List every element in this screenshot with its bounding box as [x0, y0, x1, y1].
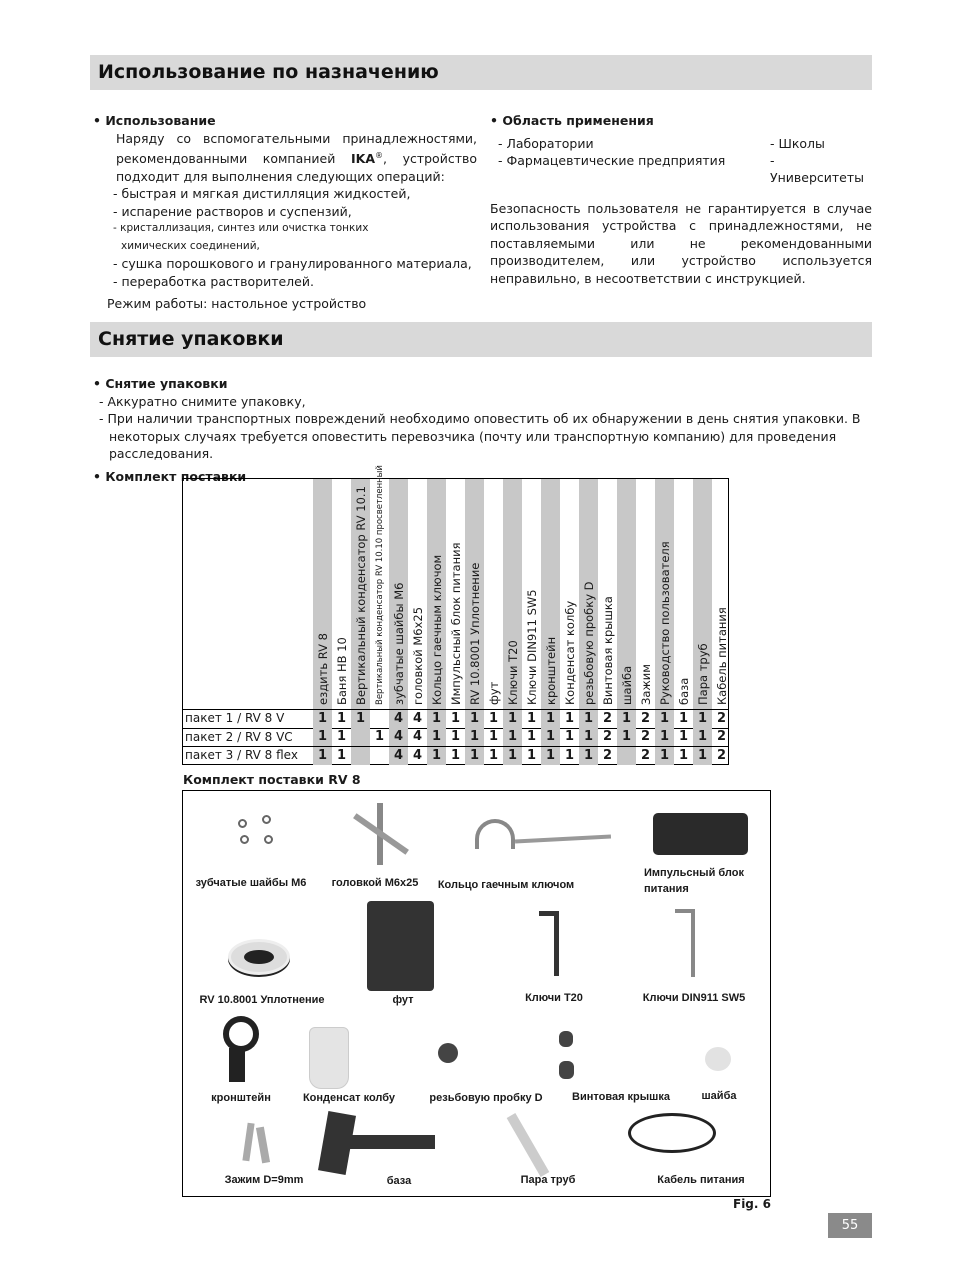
- table-cell: 2: [716, 729, 727, 744]
- figure-caption: Fig. 6: [733, 1197, 771, 1211]
- area-item: - Фармацевтические предприятия: [498, 152, 726, 168]
- column-header-label: резьбовую пробку D: [581, 581, 596, 705]
- table-cell: 1: [427, 747, 446, 765]
- column-header: [351, 479, 370, 709]
- column-header: [541, 479, 560, 709]
- table-cell: 2: [716, 710, 727, 726]
- tube-pair-image: [507, 1113, 550, 1177]
- column-header: [522, 479, 541, 709]
- use-item: - быстрая и мягкая дистилляция жидкостей,: [113, 186, 411, 202]
- table-cell: 1: [336, 729, 347, 744]
- table-cell: 4: [412, 747, 423, 763]
- clamp-image: [243, 1123, 273, 1163]
- table-cell: 1: [617, 728, 636, 746]
- area-item: - Школы: [770, 135, 825, 151]
- use-intro: Наряду со вспомогательными принадлежностями, рекомендованными компанией IKA®, устройство подходит для выполнения следующих операций:: [116, 130, 477, 184]
- table-cell: 1: [313, 728, 332, 746]
- table-cell: 1: [427, 710, 446, 728]
- unpack-block: • Снятие упаковки - Аккуратно снимите упаковку, - При наличии транспортных повреждений необходимо оповестить об их обнаружении в день снятия упаковки. В некоторых случаях требуется оповестить перевозчика (почту или транспортную компанию) для проведения расследования. • Комплект поставки: [93, 375, 873, 485]
- photo-label: питания: [644, 883, 689, 895]
- screw-cap-image: [559, 1031, 575, 1081]
- column-header-label: RV 10.8001 Уплотнение: [467, 562, 482, 705]
- table-cell: 1: [488, 729, 499, 744]
- bracket-image: [223, 1016, 263, 1084]
- power-cable-image: [628, 1113, 716, 1153]
- photo-label: шайба: [701, 1090, 737, 1102]
- table-cell: 4: [412, 710, 423, 726]
- photo-label: зубчатые шайбы M6: [195, 877, 307, 889]
- column-header: [446, 479, 465, 709]
- area-block: • Область применения - Лаборатории - Школы - Фармацевтические предприятия - Университеты Безопасность пользователя не гарантируется в случае использования устройства с принадлежностями, не поставляемыми или не рекомендованными производителем, или устройство используется неправильно, в несоответствии с инструкцией.: [490, 113, 872, 286]
- photo-label: Зажим D=9mm: [224, 1174, 304, 1186]
- table-cell: 1: [655, 728, 674, 746]
- photo-label: головкой M6x25: [331, 877, 419, 889]
- table-cell: 1: [655, 747, 674, 765]
- table-cell: 1: [526, 710, 537, 726]
- table-cell: 1: [579, 728, 598, 746]
- column-header: [484, 479, 503, 709]
- brand-ika: IKA: [350, 151, 375, 167]
- safety-note: Безопасность пользователя не гарантируется в случае использования устройства с принадлежностями, не поставляемыми или не рекомендованными производителем, или устройство используется неправильно, в несоответствии с инструкцией.: [490, 200, 872, 286]
- column-header-label: Винтовая крышка: [600, 596, 615, 705]
- table-cell: 2: [640, 729, 651, 744]
- table-cell: 1: [488, 747, 499, 763]
- column-header: [465, 479, 484, 709]
- table-cell: [617, 747, 636, 765]
- column-header: [712, 479, 731, 709]
- column-header: [408, 479, 427, 709]
- use-item: - переработка растворителей.: [113, 273, 314, 289]
- table-cell: 1: [541, 710, 560, 728]
- column-header-label: Вертикальный конденсатор RV 10.10 просветленный: [374, 465, 385, 705]
- column-header-label: зубчатые шайбы M6: [391, 582, 406, 705]
- table-cell: 1: [427, 728, 446, 746]
- column-header-label: головкой M6x25: [410, 606, 425, 705]
- column-header: [617, 479, 636, 709]
- column-header: [427, 479, 446, 709]
- table-cell: 1: [678, 710, 689, 726]
- washers-image: [238, 813, 278, 849]
- column-header: [389, 479, 408, 709]
- table-cell: 1: [526, 729, 537, 744]
- scope-table: [182, 465, 729, 765]
- column-header: [560, 479, 579, 709]
- column-header-label: Баня HB 10: [334, 637, 349, 705]
- table-cell: 1: [564, 729, 575, 744]
- area-item: - Лаборатории: [498, 135, 594, 151]
- row-label: пакет 3 / RV 8 flex: [185, 748, 298, 762]
- table-cell: 1: [465, 728, 484, 746]
- column-header: [332, 479, 351, 709]
- use-item: - испарение растворов и суспензий,: [113, 203, 352, 219]
- column-header-label: кронштейн: [543, 636, 558, 705]
- din911-key-image: [675, 909, 695, 977]
- scope-heading: Комплект поставки: [105, 468, 247, 484]
- washer-image: [705, 1047, 731, 1071]
- column-header-label: Пара труб: [695, 643, 710, 705]
- photo-label: Ключи T20: [525, 992, 583, 1004]
- table-cell: 1: [336, 747, 347, 763]
- table-cell: 1: [465, 747, 484, 765]
- section-heading-intended-use: Использование по назначению: [90, 55, 872, 90]
- condensate-flask-image: [309, 1027, 349, 1089]
- table-cell: 2: [640, 710, 651, 726]
- table-cell: 2: [716, 747, 727, 763]
- table-cell: 1: [503, 747, 522, 765]
- column-header-label: Кольцо гаечным ключом: [429, 554, 444, 705]
- photo-label: Конденсат колбу: [302, 1092, 396, 1104]
- table-cell: 4: [412, 729, 423, 744]
- table-cell: 1: [336, 710, 347, 726]
- power-supply-image: [653, 813, 748, 855]
- use-heading: Использование: [105, 113, 216, 128]
- table-cell: 1: [678, 747, 689, 763]
- column-header-label: Кабель питания: [714, 607, 729, 705]
- table-cell: 2: [602, 729, 613, 744]
- table-cell: 1: [541, 728, 560, 746]
- photo-label: Ключи DIN911 SW5: [642, 992, 746, 1004]
- table-cell: 4: [389, 747, 408, 765]
- table-cell: 2: [602, 747, 613, 763]
- threaded-plug-image: [438, 1043, 458, 1063]
- unpack-item: - Аккуратно снимите упаковку,: [99, 393, 306, 409]
- column-header-label: Руководство пользователя: [657, 541, 672, 705]
- photo-label: Импульсный блок: [644, 867, 744, 879]
- column-header-label: шайба: [619, 665, 634, 705]
- use-item: - сушка порошкового и гранулированного материала,: [113, 256, 472, 272]
- photo-label: кронштейн: [211, 1092, 271, 1104]
- base-image: [323, 1113, 438, 1173]
- ring-spanner-image: [475, 819, 615, 849]
- section-heading-unpacking: Снятие упаковки: [90, 322, 872, 357]
- column-header: [693, 479, 712, 709]
- seal-image: [228, 939, 290, 975]
- table-cell: 1: [450, 729, 461, 744]
- photo-label: фут: [392, 994, 414, 1006]
- figure-scope-photos: [182, 790, 771, 1197]
- table-cell: 1: [579, 747, 598, 765]
- column-header-label: Ключи DIN911 SW5: [524, 589, 539, 705]
- column-header: [503, 479, 522, 709]
- photo-label: Винтовая крышка: [572, 1091, 670, 1103]
- column-header: [313, 479, 332, 709]
- photo-label: RV 10.8001 Уплотнение: [199, 994, 325, 1006]
- column-header-label: Импульсный блок питания: [448, 542, 463, 705]
- column-header: [370, 465, 389, 709]
- table-cell: 1: [579, 710, 598, 728]
- table-cell: 1: [503, 728, 522, 746]
- unpack-item: - При наличии транспортных повреждений необходимо оповестить об их обнаружении в день снятия упаковки. В некоторых случаях требуется оповестить перевозчика (почту или транспортную компанию) для проведения расследования.: [99, 411, 861, 461]
- table-cell: 1: [617, 710, 636, 728]
- photo-label: база: [386, 1175, 412, 1187]
- figure-title: Комплект поставки RV 8: [183, 772, 361, 787]
- table-cell: 1: [655, 710, 674, 728]
- use-item: - кристаллизация, синтез или очистка тонких химических соединений,: [113, 222, 369, 252]
- page-number: 55: [828, 1213, 872, 1238]
- table-cell: 4: [389, 728, 408, 746]
- table-cell: 1: [450, 710, 461, 726]
- table-cell: 1: [678, 729, 689, 744]
- photo-label: Пара труб: [520, 1174, 576, 1186]
- table-cell: 1: [351, 710, 370, 728]
- column-header-label: ездить RV 8: [315, 633, 330, 705]
- table-cell: [370, 710, 389, 728]
- table-cell: 1: [465, 710, 484, 728]
- photo-label: Кольцо гаечным ключом: [437, 879, 575, 891]
- table-cell: 1: [488, 710, 499, 726]
- photo-label: резьбовую пробку D: [429, 1092, 543, 1104]
- table-cell: 1: [541, 747, 560, 765]
- table-cell: 1: [503, 710, 522, 728]
- table-cell: [370, 747, 389, 765]
- area-heading: Область применения: [502, 113, 654, 128]
- table-cell: 1: [693, 747, 712, 765]
- column-header-label: Конденсат колбу: [562, 600, 577, 705]
- column-header: [579, 479, 598, 709]
- column-header-label: фут: [486, 681, 501, 705]
- socket-wrench-image: [353, 803, 409, 865]
- column-header: [655, 479, 674, 709]
- column-header: [598, 479, 617, 709]
- column-header-label: база: [676, 677, 691, 705]
- table-cell: 1: [564, 747, 575, 763]
- photo-label: Кабель питания: [657, 1174, 745, 1186]
- table-cell: 2: [640, 747, 651, 763]
- table-cell: 2: [602, 710, 613, 726]
- table-cell: 1: [693, 728, 712, 746]
- area-item: - Университеты: [770, 152, 865, 185]
- table-cell: 1: [693, 710, 712, 728]
- column-header-label: Ключи T20: [505, 640, 520, 705]
- table-cell: 1: [526, 747, 537, 763]
- foot-image: [367, 901, 434, 991]
- column-header-label: Вертикальный конденсатор RV 10.1: [353, 486, 368, 705]
- operating-mode: Режим работы: настольное устройство: [107, 296, 367, 312]
- column-header: [636, 479, 655, 709]
- table-cell: [351, 728, 370, 746]
- table-cell: [351, 747, 370, 765]
- unpack-heading: Снятие упаковки: [105, 376, 228, 391]
- use-block: • Использование Наряду со вспомогательными принадлежностями, рекомендованными компанией IKA®, устройство подходит для выполнения следующих операций: - быстрая и мягкая дистилляция жидкостей, - испарение растворов и суспензий, - кристаллизация, синтез или очистка тонких химических соединений, - сушка порошкового и гранулированного материала, - переработка растворителей. Режим работы: настольное устройство: [93, 113, 477, 312]
- column-header: [674, 479, 693, 709]
- row-label: пакет 1 / RV 8 V: [185, 711, 285, 725]
- table-cell: 1: [564, 710, 575, 726]
- table-cell: 1: [313, 710, 332, 728]
- table-cell: 1: [313, 747, 332, 765]
- table-cell: 4: [389, 710, 408, 728]
- t20-key-image: [539, 911, 559, 976]
- table-cell: 1: [374, 729, 385, 744]
- column-header-label: Зажим: [638, 664, 653, 705]
- table-cell: 1: [450, 747, 461, 763]
- row-label: пакет 2 / RV 8 VC: [185, 729, 293, 744]
